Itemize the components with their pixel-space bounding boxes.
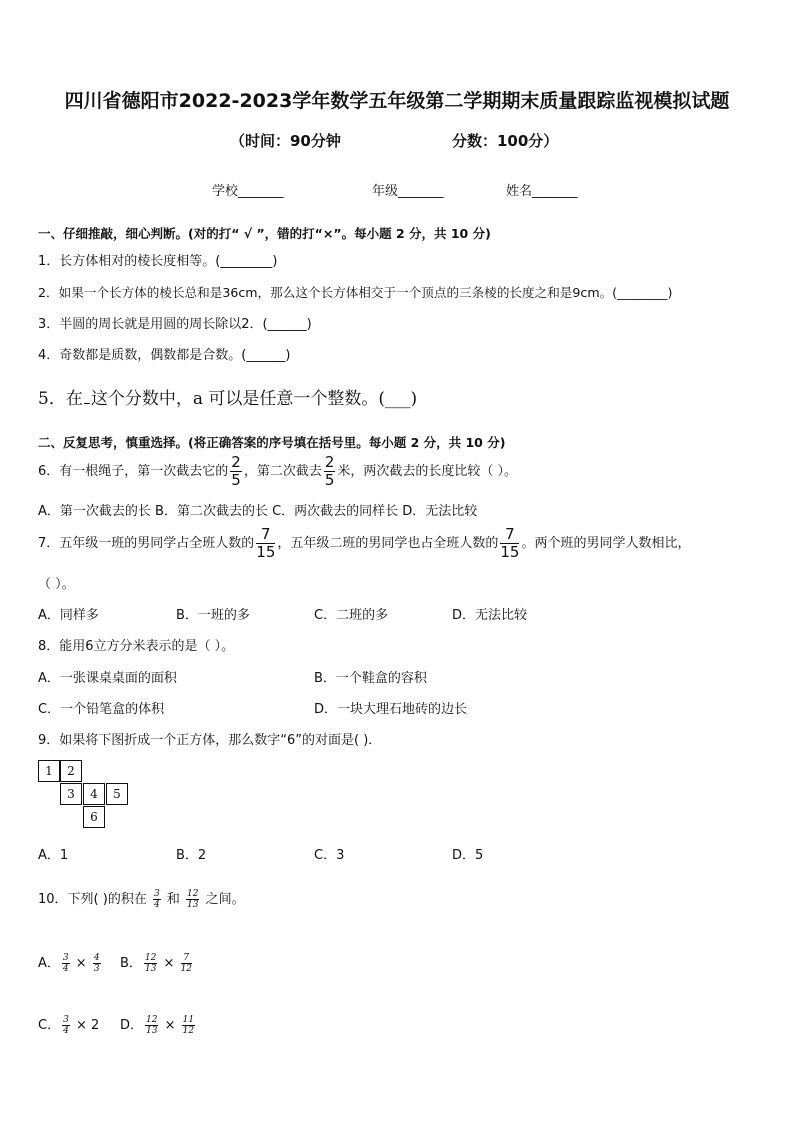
- fraction-denominator: 4: [62, 963, 69, 974]
- question-7-option-a: A．同样多: [38, 608, 99, 623]
- question-1: 1．长方体相对的棱长度相等。(________): [38, 254, 278, 269]
- fraction: [145, 1016, 158, 1036]
- fraction-denominator: 5: [231, 471, 241, 489]
- times-sign: ×: [164, 1018, 176, 1033]
- fraction-denominator: 4: [63, 1025, 69, 1036]
- option-label: D．: [120, 1018, 144, 1033]
- fraction: [62, 954, 70, 974]
- question-10-text-a: 10．下列( )的积在: [38, 892, 147, 907]
- times-two: × 2: [75, 1018, 100, 1033]
- fraction: [230, 455, 242, 488]
- question-5-fraction: [84, 396, 90, 404]
- section-1-heading: 一、仔细推敲，细心判断。(对的打“ √ ”，错的打“×”。每小题 2 分，共 10 分): [38, 226, 491, 241]
- times-sign: ×: [75, 956, 87, 971]
- fraction: [153, 890, 161, 910]
- section-2-heading: 二、反复思考，慎重选择。(将正确答案的序号填在括号里。每小题 2 分，共 10 分): [38, 435, 506, 450]
- question-8-option-c: C．一个铅笔盒的体积: [38, 702, 165, 717]
- question-10-option-a: [38, 952, 103, 974]
- question-7-option-b: B．一班的多: [176, 608, 250, 623]
- fraction: [181, 954, 192, 974]
- exam-time: （时间：90分钟: [230, 132, 341, 150]
- net-cell: 4: [83, 783, 105, 805]
- net-cell: 2: [60, 760, 82, 782]
- question-7-line2: （ ）。: [38, 577, 75, 592]
- fraction-numerator: 7: [256, 527, 275, 544]
- net-cell: 5: [106, 783, 128, 805]
- fraction-denominator: 15: [256, 543, 276, 561]
- fraction: [93, 954, 101, 974]
- name-field: 姓名_______: [506, 184, 578, 199]
- question-5-suffix: 这个分数中，a 可以是任意一个整数。(___): [90, 389, 418, 409]
- fraction: [256, 527, 275, 560]
- question-6-text-a: 6．有一根绳子，第一次截去它的: [38, 464, 229, 479]
- fraction-denominator: 4: [153, 899, 160, 910]
- fraction-denominator: 15: [500, 543, 520, 561]
- fraction-denominator: 13: [187, 899, 199, 910]
- fraction-numerator: 7: [181, 954, 192, 964]
- grade-field: 年级_______: [372, 184, 444, 199]
- fraction: [144, 954, 157, 974]
- net-cell: 3: [60, 783, 82, 805]
- fraction-denominator: 3: [93, 963, 100, 974]
- fraction-numerator: 3: [62, 952, 69, 963]
- question-9-option-d: D．5: [452, 848, 484, 863]
- question-8-option-d: D．一块大理石地砖的边长: [314, 702, 468, 717]
- question-6-text-b: ，第二次截去: [243, 464, 322, 479]
- fraction-denominator: 5: [324, 471, 335, 489]
- question-6-text-c: 米，两次截去的长度比较（ ）。: [337, 464, 518, 479]
- fraction: [62, 1016, 70, 1036]
- fraction-denominator: 13: [146, 1025, 158, 1036]
- question-6-options: A．第一次截去的长 B．第二次截去的长 C．两次截去的同样长 D．无法比较: [38, 504, 478, 519]
- fraction-numerator: 12: [144, 952, 157, 963]
- net-cell: 6: [83, 806, 105, 828]
- question-10-option-b: [120, 952, 194, 974]
- question-9-option-c: C．3: [314, 848, 345, 863]
- fraction: [182, 1016, 195, 1036]
- question-5-prefix: 5．在: [38, 389, 83, 409]
- fraction-numerator: 3: [63, 1014, 69, 1025]
- question-7: [38, 527, 691, 560]
- option-label: C．: [38, 1018, 61, 1033]
- question-10-option-d: [120, 1014, 197, 1036]
- fraction-numerator: 11: [182, 1014, 195, 1025]
- question-6: [38, 455, 517, 488]
- fraction-numerator: 2: [231, 453, 241, 471]
- times-sign: ×: [163, 956, 175, 971]
- fraction-numerator: 3: [153, 888, 160, 899]
- question-10-text-c: 之间。: [205, 892, 245, 907]
- question-7-text-c: 。两个班的男同学人数相比，: [521, 536, 691, 551]
- question-10: [38, 888, 245, 910]
- fraction: [186, 890, 199, 910]
- fraction-numerator: 4: [93, 952, 100, 963]
- fraction: [324, 455, 336, 488]
- fraction-numerator: 12: [187, 888, 199, 899]
- fraction-numerator: 2: [324, 453, 335, 471]
- fraction: [500, 527, 519, 560]
- question-7-text-a: 7．五年级一班的男同学占全班人数的: [38, 536, 255, 551]
- question-9: 9．如果将下图折成一个正方体，那么数字“6”的对面是( )．: [38, 733, 382, 748]
- question-9-option-a: A．1: [38, 848, 69, 863]
- question-3: 3．半圆的周长就是用圆的周长除以2．(______): [38, 317, 312, 332]
- question-9-option-b: B．2: [176, 848, 207, 863]
- question-2: 2．如果一个长方体的棱长总和是36cm，那么这个长方体相交于一个顶点的三条棱的长度之和是9cm。(________): [38, 285, 673, 300]
- school-field: 学校_______: [212, 184, 284, 199]
- question-10-text-mid: 和: [166, 892, 180, 907]
- question-4: 4．奇数都是质数，偶数都是合数。(______): [38, 348, 291, 363]
- exam-score: 分数：100分）: [452, 132, 559, 150]
- fraction-numerator: 12: [146, 1014, 158, 1025]
- question-10-option-c: [38, 1014, 99, 1036]
- option-label: B．: [120, 956, 142, 971]
- option-label: A．: [38, 956, 60, 971]
- page-title: 四川省德阳市2022-2023学年数学五年级第二学期期末质量跟踪监视模拟试题: [64, 90, 730, 112]
- question-5: [38, 384, 417, 409]
- question-8-option-b: B．一个鞋盒的容积: [314, 671, 427, 686]
- fraction-denominator: 13: [144, 963, 157, 974]
- question-8-option-a: A．一张课桌桌面的面积: [38, 671, 177, 686]
- fraction-numerator: 7: [500, 527, 519, 544]
- question-7-text-b: ，五年级二班的男同学也占全班人数的: [277, 536, 499, 551]
- question-7-option-d: D．无法比较: [452, 608, 528, 623]
- net-cell: 1: [38, 760, 60, 782]
- fraction-numerator: [84, 396, 90, 404]
- fraction-denominator: 12: [182, 1025, 195, 1036]
- question-8: 8．能用6立方分米表示的是（ ）。: [38, 639, 235, 654]
- cube-net-figure: [38, 760, 138, 830]
- fraction-denominator: 12: [180, 963, 193, 974]
- question-7-option-c: C．二班的多: [314, 608, 389, 623]
